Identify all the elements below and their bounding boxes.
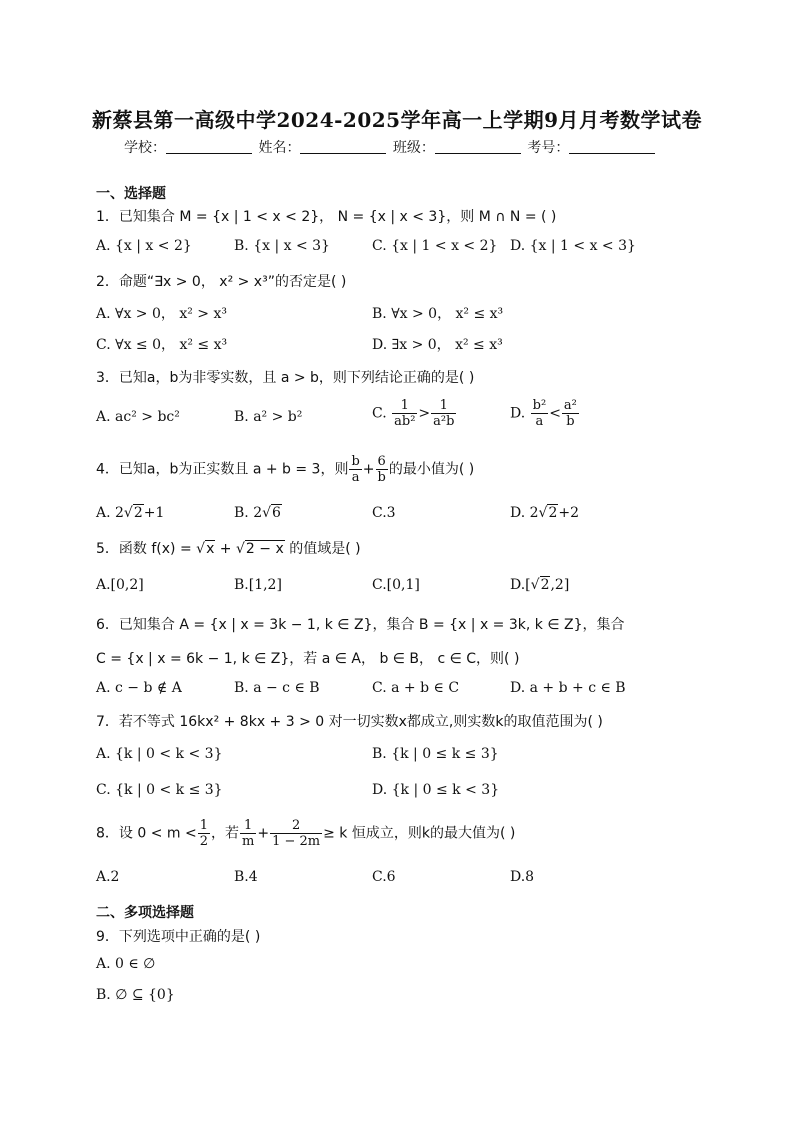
- question-7-option-b[interactable]: B. {k | 0 ≤ k ≤ 3}: [372, 746, 499, 762]
- denominator: m: [242, 834, 255, 849]
- numerator: 2: [270, 818, 322, 834]
- numerator: 1: [240, 818, 256, 834]
- operator: <: [549, 405, 561, 422]
- stem-text: 的最小值为( ): [388, 461, 475, 478]
- numerator: 1: [431, 398, 456, 414]
- option-text: D.[: [510, 577, 531, 593]
- fraction: [270, 818, 322, 849]
- option-text: +1: [143, 505, 165, 521]
- question-9-stem: 9．下列选项中正确的是( ): [96, 929, 261, 945]
- denominator: a²b: [433, 414, 455, 429]
- class-blank[interactable]: [435, 139, 521, 154]
- question-3-option-b[interactable]: B. a² > b²: [234, 409, 303, 425]
- question-1-option-c[interactable]: C. {x | 1 < x < 2}: [372, 238, 498, 254]
- question-2-option-a[interactable]: A. ∀x > 0， x² > x³: [96, 306, 227, 322]
- question-5-option-c[interactable]: C.[0,1]: [372, 577, 420, 593]
- stem-text: 8．设 0 < m <: [96, 825, 197, 842]
- question-8-stem: [96, 818, 515, 849]
- class-label: 班级：: [392, 140, 435, 156]
- numerator: 1: [199, 818, 208, 833]
- sqrt-icon: √: [236, 541, 245, 557]
- question-2-option-d[interactable]: D. ∃x > 0， x² ≤ x³: [372, 337, 503, 353]
- question-7-stem: 7．若不等式 16kx² + 8kx + 3 > 0 对一切实数x都成立,则实数k的取值范围为( ): [96, 714, 603, 730]
- denominator: 2: [199, 834, 208, 849]
- radicand: 2: [133, 505, 143, 521]
- question-8-option-a[interactable]: A.2: [96, 869, 120, 885]
- operator: +: [257, 825, 270, 842]
- name-blank[interactable]: [300, 139, 386, 154]
- question-2-stem: 2．命题“∃x > 0， x² > x³”的否定是( ): [96, 274, 347, 290]
- question-4-option-b[interactable]: [234, 505, 282, 521]
- operator: +: [362, 461, 375, 478]
- denominator: a: [351, 470, 360, 485]
- numerator: b²: [532, 398, 547, 413]
- number-label: 考号：: [527, 140, 570, 156]
- stem-text: 5．函数 f(x) =: [96, 541, 197, 557]
- option-text: B. 2: [234, 505, 263, 521]
- stem-text: 4．已知a，b为正实数且 a + b = 3，则: [96, 461, 349, 478]
- fraction: [376, 454, 388, 485]
- option-prefix: D.: [510, 405, 526, 422]
- option-text: A. 2: [96, 505, 124, 521]
- question-5-option-a[interactable]: A.[0,2]: [96, 577, 144, 593]
- sqrt-icon: √: [196, 541, 206, 557]
- student-info-row: [124, 137, 657, 157]
- stem-text: ，若: [211, 825, 239, 842]
- question-7-option-d[interactable]: D. {k | 0 ≤ k < 3}: [372, 782, 500, 798]
- question-1-stem: 1．已知集合 M = {x | 1 < x < 2}， N = {x | x < 3}，则 M ∩ N = ( ): [96, 209, 557, 225]
- numerator: 6: [376, 454, 388, 470]
- question-1-option-d[interactable]: D. {x | 1 < x < 3}: [510, 238, 636, 254]
- question-6-stem-line-2: C = {x | x = 6k − 1, k ∈ Z}，若 a ∈ A， b ∈ B， c ∈ C，则( ): [96, 651, 520, 667]
- denominator: ab²: [394, 414, 416, 429]
- page-title: 新蔡县第一高级中学2024-2025学年高一上学期9月月考数学试卷: [91, 108, 703, 132]
- option-text: ,2]: [550, 577, 570, 593]
- question-5-option-d[interactable]: [510, 577, 569, 593]
- question-5-stem: [96, 538, 361, 558]
- question-7-option-a[interactable]: A. {k | 0 < k < 3}: [96, 746, 223, 762]
- operator: +: [215, 541, 236, 557]
- stem-text: ≥ k 恒成立，则k的最大值为( ): [323, 825, 516, 842]
- question-6-option-c[interactable]: C. a + b ∈ C: [372, 680, 460, 696]
- number-blank[interactable]: [569, 139, 655, 154]
- question-3-stem: 3．已知a，b为非零实数，且 a > b，则下列结论正确的是( ): [96, 370, 475, 386]
- denominator: 1 − 2m: [272, 834, 321, 849]
- question-8-option-b[interactable]: B.4: [234, 869, 258, 885]
- question-3-option-c[interactable]: [372, 398, 457, 429]
- fraction: [349, 454, 361, 485]
- school-blank[interactable]: [166, 139, 252, 154]
- radicand: 2 − x: [245, 541, 284, 557]
- question-7-option-c[interactable]: C. {k | 0 < k ≤ 3}: [96, 782, 223, 798]
- fraction: [198, 818, 210, 849]
- question-6-stem-line-1: 6．已知集合 A = {x | x = 3k − 1, k ∈ Z}，集合 B = {x | x = 3k, k ∈ Z}，集合: [96, 617, 625, 633]
- radicand: 2: [540, 577, 550, 593]
- option-text: +2: [558, 505, 580, 521]
- radicand: x: [206, 541, 215, 557]
- denominator: a: [535, 414, 544, 429]
- sqrt-icon: √: [123, 505, 133, 521]
- sqrt-icon: √: [262, 505, 272, 521]
- name-label: 姓名：: [258, 140, 301, 156]
- operator: >: [418, 405, 431, 422]
- fraction: [531, 398, 549, 429]
- denominator: b: [377, 470, 386, 485]
- stem-text: 的值域是( ): [284, 541, 361, 557]
- question-3-option-a[interactable]: A. ac² > bc²: [96, 409, 180, 425]
- school-label: 学校：: [124, 140, 166, 156]
- fraction: [562, 398, 579, 429]
- sqrt-icon: √: [530, 577, 540, 593]
- question-6-option-b[interactable]: B. a − c ∈ B: [234, 680, 320, 696]
- question-4-option-d[interactable]: [510, 505, 579, 521]
- question-3-option-d[interactable]: [510, 398, 580, 429]
- question-4-option-c[interactable]: C.3: [372, 505, 396, 521]
- fraction: [240, 818, 256, 849]
- question-6-option-d[interactable]: D. a + b + c ∈ B: [510, 680, 626, 696]
- question-5-option-b[interactable]: B.[1,2]: [234, 577, 282, 593]
- numerator: a²: [563, 398, 577, 413]
- question-9-option-b[interactable]: B. ∅ ⊆ {0}: [96, 987, 175, 1003]
- fraction: [431, 398, 456, 429]
- option-prefix: C.: [372, 405, 387, 422]
- radicand: 6: [272, 505, 281, 521]
- numerator: b: [351, 454, 360, 469]
- question-8-option-c[interactable]: C.6: [372, 869, 396, 885]
- section-heading-multiple-choice: 二、多项选择题: [96, 905, 194, 921]
- question-8-option-d[interactable]: D.8: [510, 869, 535, 885]
- question-9-option-a[interactable]: A. 0 ∈ ∅: [96, 956, 156, 972]
- question-4-option-a[interactable]: [96, 505, 164, 521]
- radicand: 2: [548, 505, 558, 521]
- question-2-option-b[interactable]: B. ∀x > 0， x² ≤ x³: [372, 306, 504, 322]
- fraction: [392, 398, 417, 429]
- section-heading-single-choice: 一、选择题: [96, 186, 166, 202]
- denominator: b: [566, 414, 575, 429]
- question-1-option-b[interactable]: B. {x | x < 3}: [234, 238, 330, 254]
- sqrt-icon: √: [538, 505, 548, 521]
- question-6-option-a[interactable]: A. c − b ∉ A: [96, 680, 182, 696]
- option-text: D. 2: [510, 505, 539, 521]
- question-4-stem: [96, 454, 474, 485]
- question-2-option-c[interactable]: C. ∀x ≤ 0， x² ≤ x³: [96, 337, 228, 353]
- numerator: 1: [392, 398, 417, 414]
- question-1-option-a[interactable]: A. {x | x < 2}: [96, 238, 192, 254]
